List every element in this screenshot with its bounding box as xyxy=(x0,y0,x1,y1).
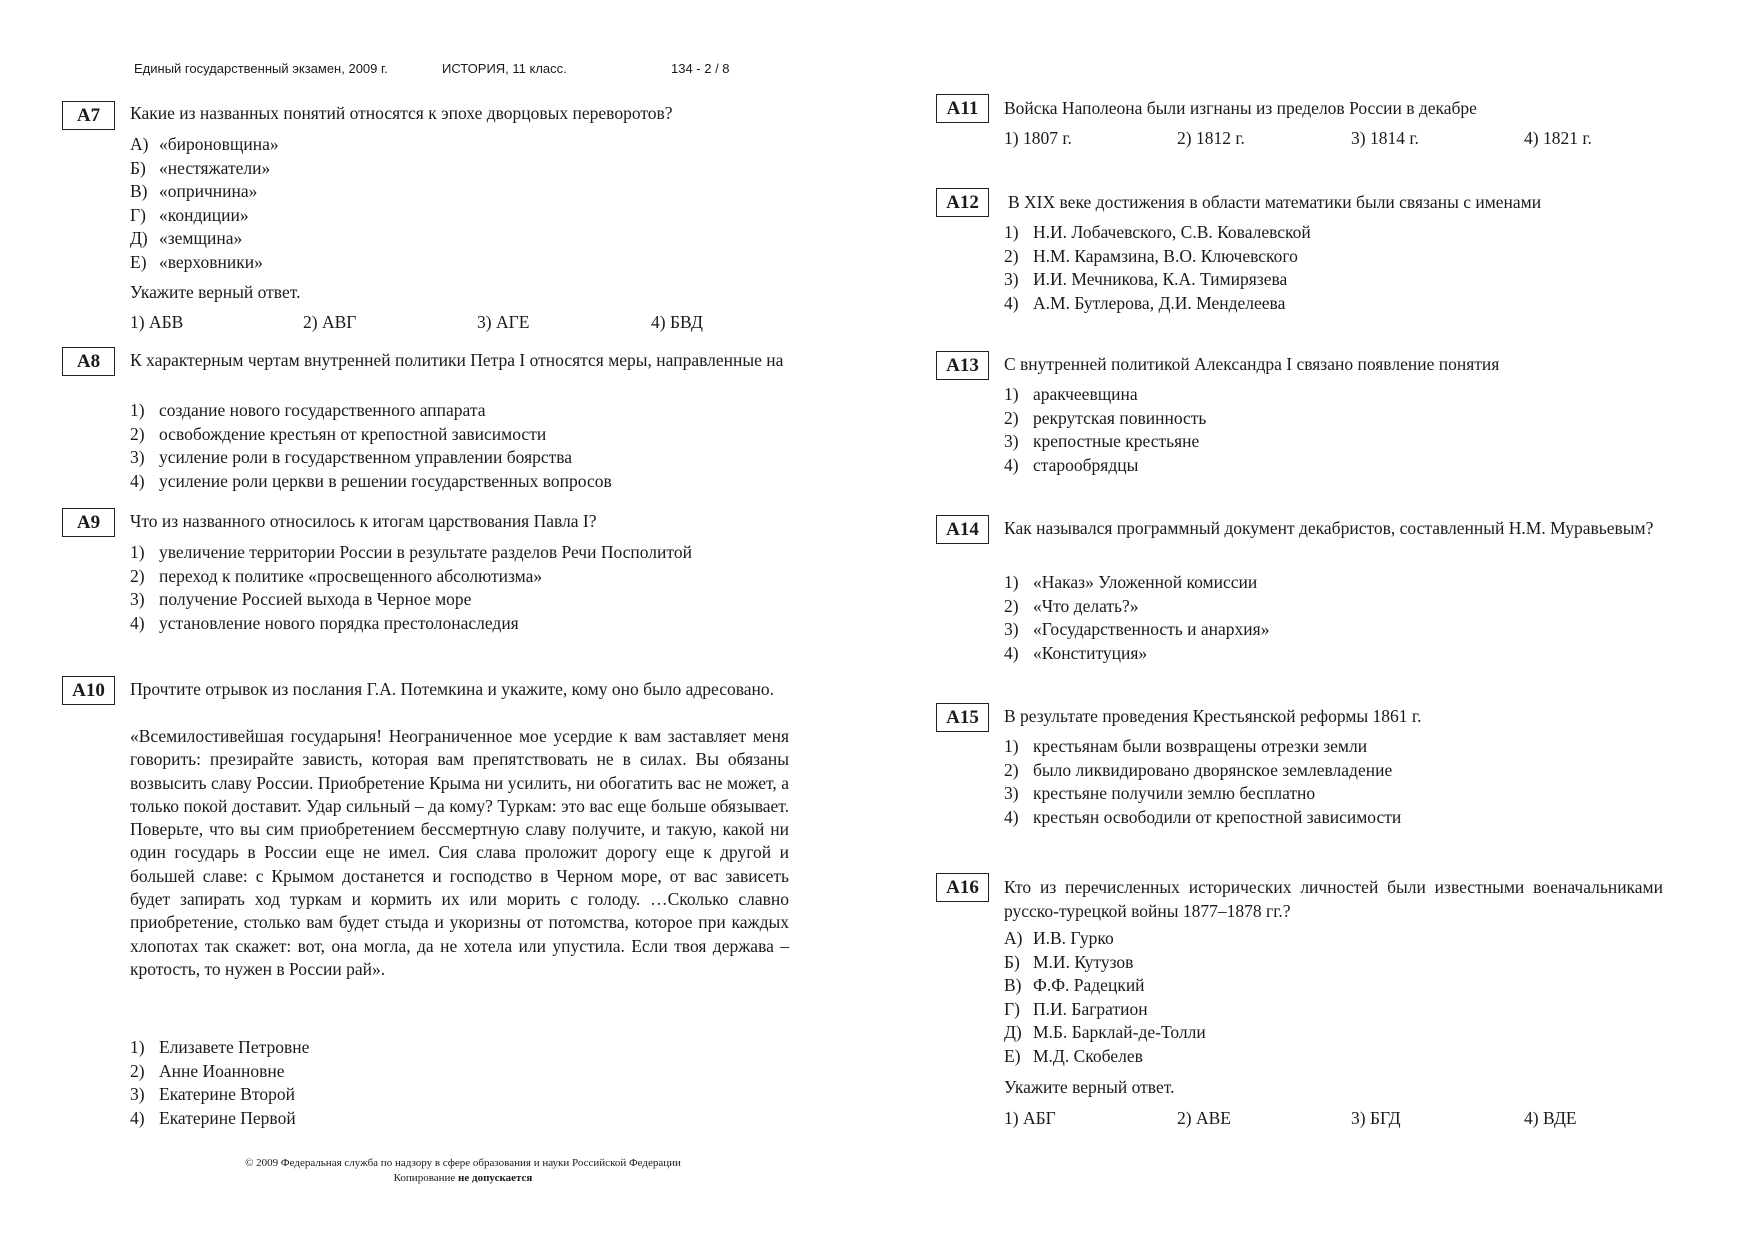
question-text-a8: К характерным чертам внутренней политики Петра I относятся меры, направленные на xyxy=(130,350,784,370)
list-item: 1) аракчеевщина xyxy=(1004,384,1138,404)
question-text-a9: Что из названного относилось к итогам царствования Павла I? xyxy=(130,511,597,531)
list-item: Е) «верховники» xyxy=(130,251,263,272)
list-item: 2) Н.М. Карамзина, В.О. Ключевского xyxy=(1004,245,1298,266)
answer-a11-3: 3) 1814 г. xyxy=(1351,128,1419,148)
list-item: 3) усиление роли в государственном управлении боярства xyxy=(130,447,573,467)
list-item: 4) усиление роли церкви в решении государственных вопросов xyxy=(130,470,612,491)
question-label-a10: А10 xyxy=(62,676,115,705)
question-text-a15: В результате проведения Крестьянской реформы 1861 г. xyxy=(1004,706,1422,726)
list-item: 1) Елизавете Петровне xyxy=(130,1037,310,1057)
list-item: 3) получение Россией выхода в Черное море xyxy=(130,589,472,609)
list-item: Д) М.Б. Барклай-де-Толли xyxy=(1004,1022,1206,1042)
prompt-a16: Укажите верный ответ. xyxy=(1004,1077,1175,1097)
list-item: Е) М.Д. Скобелев xyxy=(1004,1045,1143,1066)
footer xyxy=(163,1156,763,1186)
list-item: 3) «Государственность и анархия» xyxy=(1004,619,1270,639)
footer-copyright: © 2009 Федеральная служба по надзору в сфере образования и науки Российской Федерации xyxy=(245,1157,681,1169)
list-item: 3) Екатерине Второй xyxy=(130,1084,295,1104)
list-item: 1) крестьянам были возвращены отрезки земли xyxy=(1004,736,1368,756)
list-item: 2) было ликвидировано дворянское землевладение xyxy=(1004,759,1393,780)
list-item: 4) Екатерине Первой xyxy=(130,1107,296,1128)
list-item: 4) А.М. Бутлерова, Д.И. Менделеева xyxy=(1004,292,1286,313)
answer-a16-1: 1) АБГ xyxy=(1004,1108,1056,1128)
question-text-a13: С внутренней политикой Александра I связано появление понятия xyxy=(1004,354,1500,374)
question-text-a7: Какие из названных понятий относятся к эпохе дворцовых переворотов? xyxy=(130,103,673,123)
question-text-a16: Кто из перечисленных исторических личностей были известными военачальниками русско-турецкой войны 1877–1878 гг.? xyxy=(1004,877,1663,921)
question-label-a14: А14 xyxy=(936,515,989,544)
question-text-a12: В XIX веке достижения в области математики были связаны с именами xyxy=(1008,192,1542,212)
question-label-a12: А12 xyxy=(936,188,989,217)
list-item: 4) «Конституция» xyxy=(1004,642,1148,663)
list-item: 1) Н.И. Лобачевского, С.В. Ковалевской xyxy=(1004,222,1311,242)
list-item: Б) М.И. Кутузов xyxy=(1004,951,1134,972)
list-item: Г) «кондиции» xyxy=(130,204,249,225)
answer-a7-1: 1) АБВ xyxy=(130,312,184,332)
option-list-a9 xyxy=(130,541,760,635)
answer-a7-3: 3) АГЕ xyxy=(477,312,530,332)
list-item: 2) «Что делать?» xyxy=(1004,595,1139,616)
question-text-a11: Войска Наполеона были изгнаны из пределов России в декабре xyxy=(1004,98,1477,118)
answer-a16-3: 3) БГД xyxy=(1351,1108,1401,1128)
list-item: 2) переход к политике «просвещенного абсолютизма» xyxy=(130,565,543,586)
question-label-a16: А16 xyxy=(936,873,989,902)
list-item: 2) освобождение крестьян от крепостной зависимости xyxy=(130,423,547,444)
header-exam: Единый государственный экзамен, 2009 г. xyxy=(134,61,388,76)
footer-copy-notice: Копирование не допускается xyxy=(393,1172,533,1184)
list-item: 3) крестьяне получили землю бесплатно xyxy=(1004,783,1316,803)
answer-a7-4: 4) БВД xyxy=(651,312,703,332)
list-item: Б) «нестяжатели» xyxy=(130,157,271,178)
list-item: 3) крепостные крестьяне xyxy=(1004,431,1200,451)
answer-a11-1: 1) 1807 г. xyxy=(1004,128,1072,148)
prompt-a7: Укажите верный ответ. xyxy=(130,282,301,302)
header-page: 134 - 2 / 8 xyxy=(671,61,730,76)
header-subject: ИСТОРИЯ, 11 класс. xyxy=(442,61,567,76)
list-item: 1) «Наказ» Уложенной комиссии xyxy=(1004,572,1258,592)
list-item: 4) старообрядцы xyxy=(1004,454,1139,475)
list-item: 1) создание нового государственного аппарата xyxy=(130,400,486,420)
question-text-a14: Как назывался программный документ декабристов, составленный Н.М. Муравьевым? xyxy=(1004,518,1654,538)
option-list-a10 xyxy=(130,1036,309,1130)
list-item: 1) увеличение территории России в результате разделов Речи Посполитой xyxy=(130,542,692,562)
option-list-a14 xyxy=(1004,571,1269,665)
list-item: Д) «земщина» xyxy=(130,228,243,248)
list-item: А) И.В. Гурко xyxy=(1004,928,1114,948)
list-item: В) Ф.Ф. Радецкий xyxy=(1004,975,1145,995)
option-list-a16 xyxy=(1004,927,1206,1068)
answer-a11-4: 4) 1821 г. xyxy=(1524,128,1592,148)
answer-a7-2: 2) АВГ xyxy=(303,312,357,332)
option-list-a15 xyxy=(1004,735,1401,829)
question-label-a8: А8 xyxy=(62,347,115,376)
quote-a10: «Всемилостивейшая государыня! Неограниченное мое усердие к вам заставляет меня говорить: презирайте зависть, которая вам препятствовать не в силах. Вы обязаны возвысить славу России. Приобретение Крыма ни усилить, ни обогатить вас не может, а только покой доставит. Удар сильный – да кому? Туркам: это вас еще больше обязывает. Поверьте, что вы сим приобретением бессмертную славу получите, и такую, какой ни один государь в России еще не имел. Сия слава проложит дорогу еще к другой и большей славе: с Крымом достанется и господство в Черном море, от вас зависеть будет запирать ход туркам и кормить их или морить с голоду. …Сколько славно приобретение, столько вам будет стыда и укоризны от потомства, которое при каждых хлопотах так скажет: вот, она могла, да не хотела или упустила. Если твоя держава – кротость, то нужен в России рай». xyxy=(130,726,789,979)
list-item: А) «бироновщина» xyxy=(130,134,279,154)
list-item: 4) крестьян освободили от крепостной зависимости xyxy=(1004,806,1402,827)
question-label-a15: А15 xyxy=(936,703,989,732)
question-label-a9: А9 xyxy=(62,508,115,537)
option-list-a13 xyxy=(1004,383,1206,477)
list-item: Г) П.И. Багратион xyxy=(1004,998,1148,1019)
question-text-a10: Прочтите отрывок из послания Г.А. Потемкина и укажите, кому оно было адресовано. xyxy=(130,679,775,699)
option-list-a12 xyxy=(1004,221,1311,315)
option-list-a8 xyxy=(130,399,612,493)
list-item: 4) установление нового порядка престолонаследия xyxy=(130,612,519,633)
option-list-a7 xyxy=(130,133,279,274)
answer-a16-4: 4) ВДЕ xyxy=(1524,1108,1577,1128)
list-item: 3) И.И. Мечникова, К.А. Тимирязева xyxy=(1004,269,1288,289)
question-label-a7: А7 xyxy=(62,101,115,130)
question-label-a13: А13 xyxy=(936,351,989,380)
list-item: 2) рекрутская повинность xyxy=(1004,407,1207,428)
question-label-a11: А11 xyxy=(936,94,989,123)
list-item: В) «опричнина» xyxy=(130,181,258,201)
answer-a16-2: 2) АВЕ xyxy=(1177,1108,1231,1128)
answer-a11-2: 2) 1812 г. xyxy=(1177,128,1245,148)
list-item: 2) Анне Иоанновне xyxy=(130,1060,285,1081)
